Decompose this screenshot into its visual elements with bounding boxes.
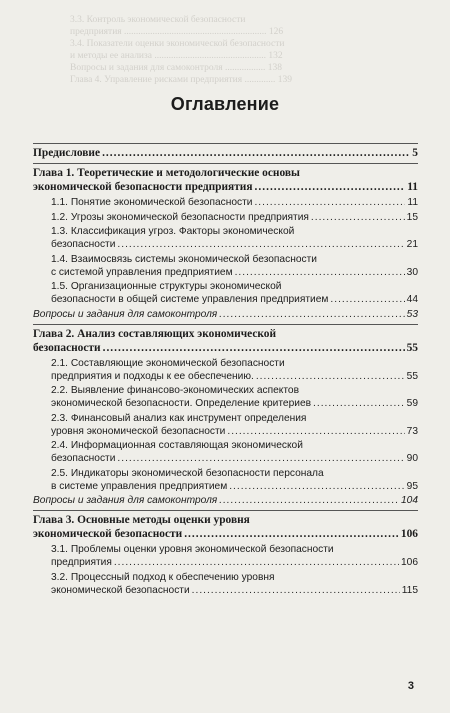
- dot-leader: [330, 293, 404, 306]
- dot-leader: [184, 527, 399, 541]
- toc-entry[interactable]: [33, 412, 418, 438]
- toc-entry-text: 2.5. Индикаторы экономической безопасности персонала: [51, 467, 324, 479]
- ghost-line: 3.3. Контроль экономической безопасности: [70, 15, 246, 25]
- toc-entry-text: 1.5. Организационные структуры экономической: [51, 281, 282, 292]
- toc-entry-text: экономической безопасности: [33, 528, 183, 540]
- toc-entry-text: 3.1. Проблемы оценки уровня экономической безопасности: [51, 544, 334, 555]
- table-of-contents: [33, 140, 418, 598]
- toc-entry[interactable]: [33, 196, 418, 209]
- toc-entry[interactable]: [33, 308, 418, 321]
- toc-page-number: 115: [401, 584, 418, 596]
- dot-leader: [114, 556, 399, 569]
- toc-entry-text: 2.1. Составляющие экономической безопасности: [51, 357, 285, 369]
- dot-leader: [256, 370, 405, 383]
- toc-entry[interactable]: [33, 571, 418, 597]
- toc-entry[interactable]: [33, 439, 418, 465]
- toc-entry-text: предприятия: [51, 557, 112, 568]
- toc-page-number: 44: [406, 294, 418, 305]
- toc-page-number: 55: [406, 341, 418, 354]
- ghost-line: предприятия ............................................................ 126: [70, 27, 284, 37]
- toc-page-number: 59: [406, 398, 418, 409]
- dot-leader: [219, 308, 404, 321]
- toc-page-number: 15: [406, 211, 418, 223]
- toc-entry-text: Вопросы и задания для самоконтроля: [33, 495, 218, 506]
- ghost-line: и методы ее анализа ............................................... 132: [70, 51, 283, 61]
- toc-entry[interactable]: [33, 384, 418, 410]
- toc-entry-text: экономической безопасности. Определение критериев: [51, 398, 312, 409]
- toc-page-number: 11: [407, 181, 418, 193]
- toc-entry[interactable]: [33, 357, 418, 383]
- toc-entry[interactable]: [33, 225, 418, 251]
- page-number: 3: [407, 680, 414, 692]
- dot-leader: [227, 425, 404, 438]
- toc-page-number: 21: [406, 239, 418, 250]
- toc-entry-text: в системе управления предприятием: [51, 480, 228, 492]
- toc-entry-text: безопасности в общей системе управления предприятием: [51, 294, 329, 305]
- toc-entry[interactable]: [33, 467, 418, 493]
- toc-page-number: 90: [406, 453, 418, 464]
- toc-entry-text: с системой управления предприятием: [51, 266, 233, 278]
- section-divider: [33, 324, 418, 325]
- toc-page-number: 55: [406, 370, 418, 382]
- dot-leader: [219, 494, 399, 507]
- section-divider: [33, 510, 418, 511]
- toc-entry[interactable]: [33, 280, 418, 306]
- toc-entry-text: Предисловие: [33, 147, 101, 159]
- toc-entry-text: безопасности: [51, 239, 116, 250]
- ghost-line: Вопросы и задания для самоконтроля ................. 138: [70, 63, 282, 73]
- toc-entry-text: 1.3. Классификация угроз. Факторы экономической: [51, 226, 295, 237]
- toc-page-number: 73: [406, 425, 418, 437]
- toc-page-number: 30: [406, 266, 418, 278]
- toc-page-number: 106: [401, 557, 418, 568]
- dot-leader: [311, 211, 405, 224]
- ghost-line: 3.4. Показатели оценки экономической безопасности: [70, 39, 285, 49]
- section-divider: [33, 143, 418, 144]
- toc-entry-text: Глава 3. Основные методы оценки уровня: [33, 514, 250, 526]
- toc-entry-text: экономической безопасности: [51, 584, 190, 596]
- toc-page-number: 95: [406, 480, 418, 492]
- toc-entry[interactable]: [33, 253, 418, 279]
- toc-entry-text: безопасности: [51, 453, 116, 464]
- toc-entry[interactable]: [33, 543, 418, 569]
- toc-entry-text: 2.4. Информационная составляющая экономической: [51, 440, 303, 451]
- dot-leader: [254, 196, 405, 209]
- toc-entry-text: 1.2. Угрозы экономической безопасности предприятия: [51, 211, 309, 223]
- toc-entry[interactable]: [33, 146, 418, 160]
- toc-page-number: 5: [412, 147, 418, 159]
- toc-page-number: 104: [401, 495, 418, 506]
- toc-entry-text: экономической безопасности предприятия: [33, 181, 253, 193]
- section-divider: [33, 163, 418, 164]
- toc-entry-text: Глава 2. Анализ составляющих экономической: [33, 327, 277, 340]
- dot-leader: [255, 180, 406, 194]
- toc-entry-text: 2.2. Выявление финансово-экономических аспектов: [51, 385, 299, 396]
- toc-page-number: 11: [407, 197, 418, 208]
- toc-entry-text: предприятия и подходы к ее обеспечению.: [51, 370, 254, 382]
- toc-entry-text: 1.1. Понятие экономической безопасности: [51, 197, 253, 208]
- dot-leader: [102, 146, 410, 160]
- toc-entry[interactable]: [33, 494, 418, 507]
- bleed-through-text: [70, 14, 450, 86]
- toc-entry-text: 3.2. Процессный подход к обеспечению уровня: [51, 571, 275, 583]
- toc-entry-text: уровня экономической безопасности: [51, 425, 226, 437]
- toc-page-number: 106: [400, 528, 418, 540]
- ghost-line: Глава 4. Управление рисками предприятия ............. 139: [70, 75, 292, 85]
- page-title: Оглавление: [170, 94, 280, 114]
- toc-page-number: 53: [406, 308, 418, 320]
- toc-entry-text: Вопросы и задания для самоконтроля: [33, 308, 218, 320]
- dot-leader: [117, 238, 404, 251]
- toc-entry[interactable]: [33, 513, 418, 541]
- toc-entry[interactable]: [33, 166, 418, 194]
- toc-entry-text: 1.4. Взаимосвязь системы экономической безопасности: [51, 253, 317, 265]
- toc-entry-text: Глава 1. Теоретические и методологические основы: [33, 167, 300, 179]
- toc-entry-text: 2.3. Финансовый анализ как инструмент определения: [51, 412, 307, 424]
- toc-entry[interactable]: [33, 211, 418, 224]
- toc-entry-text: безопасности: [33, 341, 101, 354]
- dot-leader: [103, 341, 405, 355]
- dot-leader: [235, 266, 405, 279]
- dot-leader: [192, 584, 400, 597]
- dot-leader: [313, 397, 405, 410]
- toc-entry[interactable]: [33, 327, 418, 355]
- dot-leader: [229, 480, 404, 493]
- dot-leader: [117, 452, 404, 465]
